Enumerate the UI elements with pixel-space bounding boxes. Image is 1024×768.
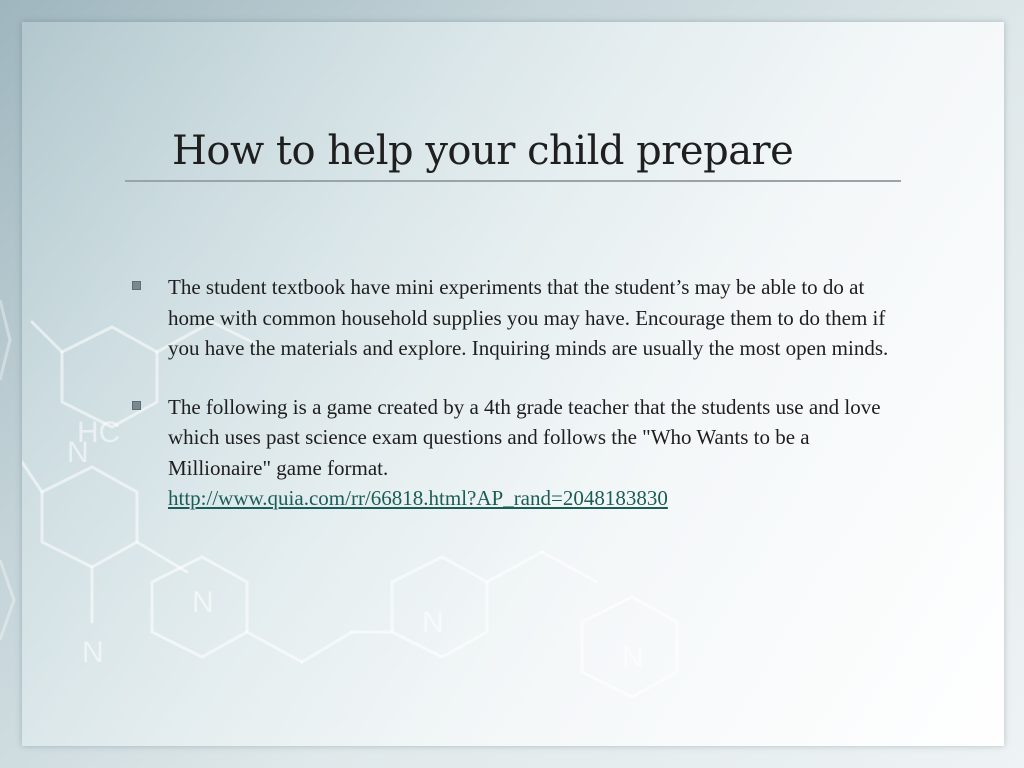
bullet-item-game [130,392,890,514]
svg-text:N: N [422,606,444,639]
bullet-item-experiments [130,272,890,364]
square-bullet-icon [132,281,141,290]
title-divider [125,180,901,182]
bullet-list [130,272,890,542]
slide-panel [22,22,1004,746]
svg-text:N: N [67,436,89,469]
svg-text:N: N [192,586,214,619]
quia-game-link[interactable]: http://www.quia.com/rr/66818.html?AP_rand=2048183830 [168,486,668,510]
bullet-text: The student textbook have mini experiments that the student’s may be able to do at home with common household supplies you may have. Encourage them to do them if you have the materials and explore. Inquiring minds are usually the most open minds. [168,275,889,360]
slide-title: How to help your child prepare [172,128,794,174]
svg-text:N: N [622,641,644,674]
bullet-text: The following is a game created by a 4th grade teacher that the students use and love which uses past science exam questions and follows the "Who Wants to be a Millionaire" game format. [168,394,881,480]
svg-text:HC: HC [77,416,121,449]
square-bullet-icon [132,401,141,410]
svg-text:N: N [82,636,104,669]
